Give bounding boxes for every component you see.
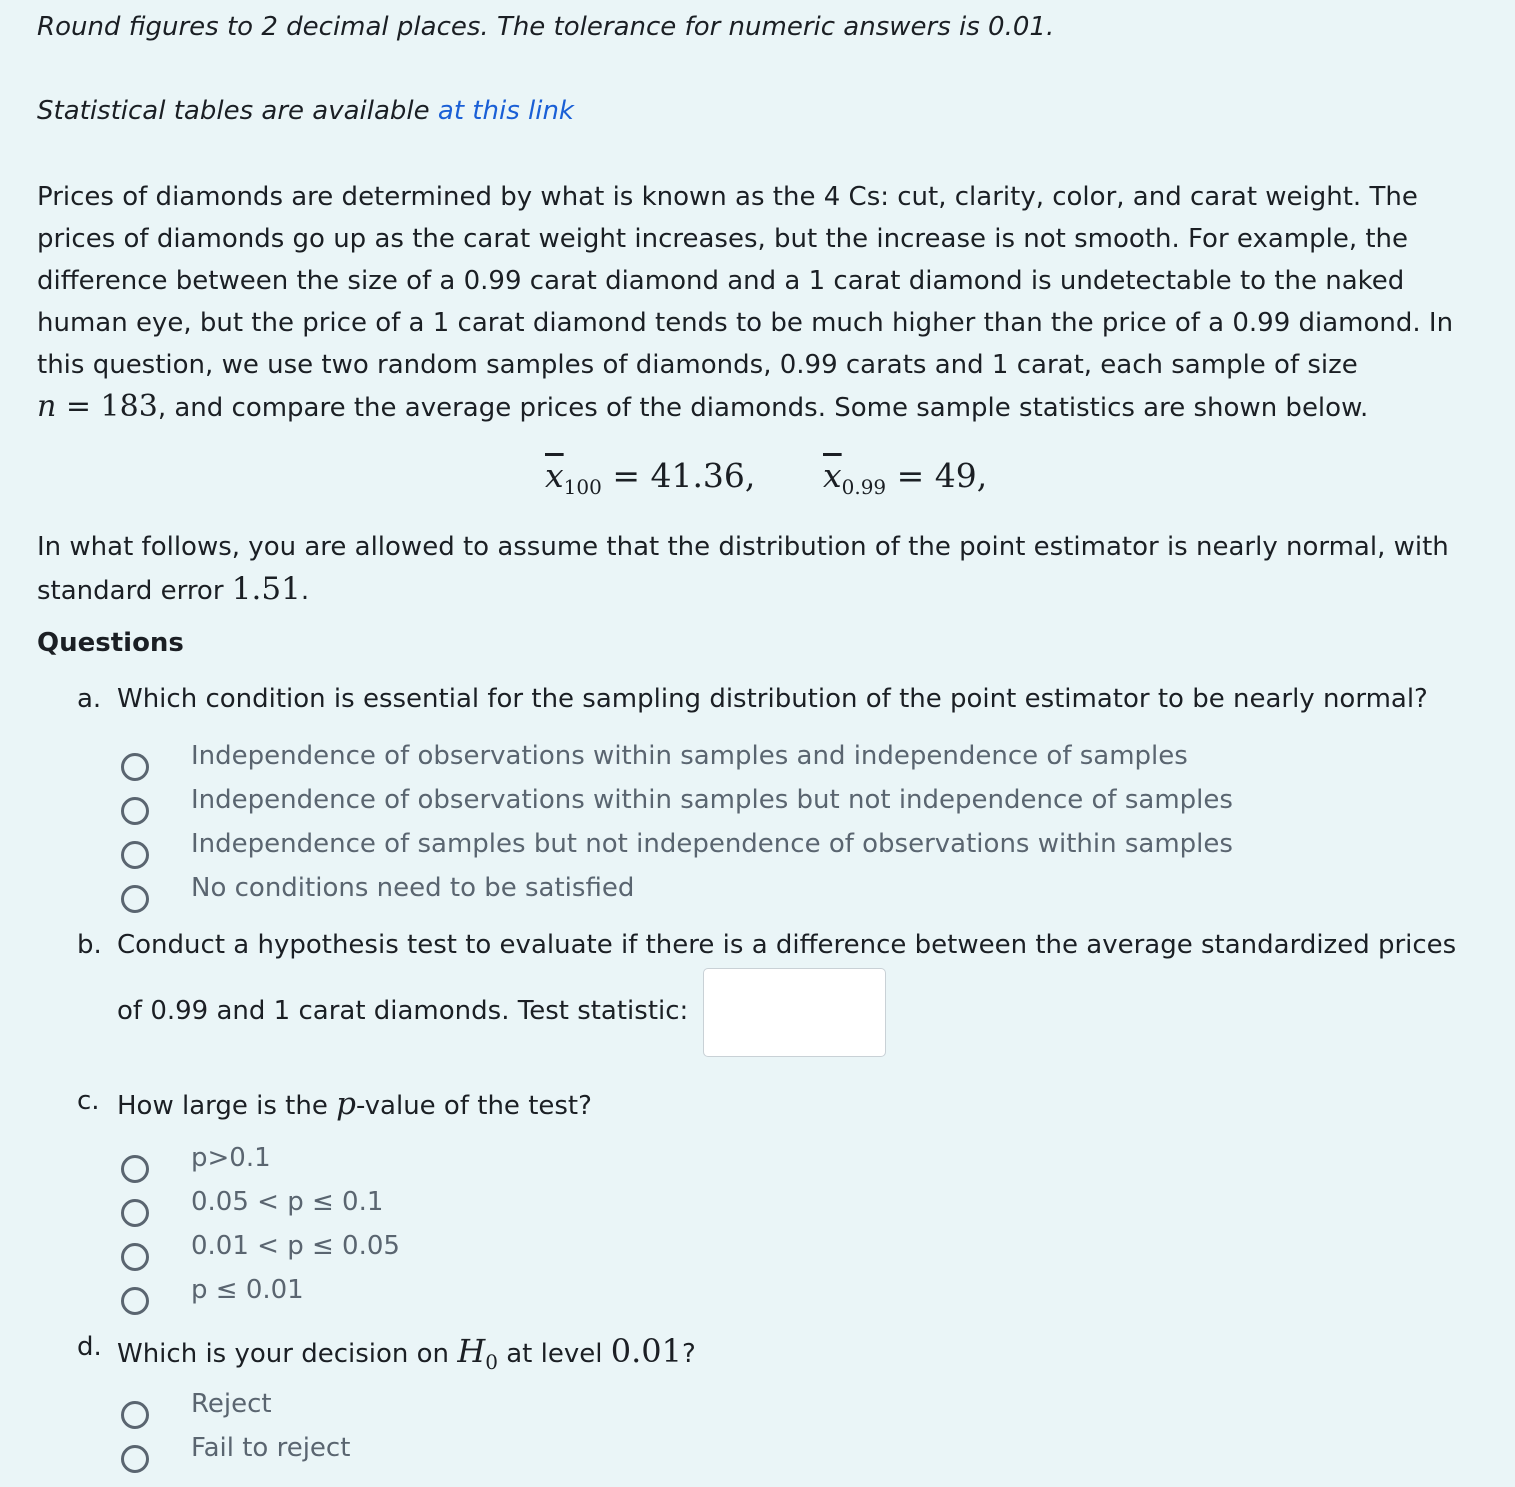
option-a-2-label[interactable]: Independence of observations within samples but not independence of samples — [191, 785, 1233, 815]
option-c-3-label[interactable]: 0.01 < p ≤ 0.05 — [191, 1231, 400, 1261]
rounding-instructions: Round figures to 2 decimal places. The tolerance for numeric answers is 0.01. — [37, 12, 1055, 42]
question-b-line2: of 0.99 and 1 carat diamonds. Test statistic: — [117, 996, 689, 1026]
radio-d-fail-to-reject[interactable] — [121, 1445, 149, 1473]
option-a-3-label[interactable]: Independence of samples but not independence of observations within samples — [191, 829, 1233, 859]
radio-a-option-3[interactable] — [121, 841, 149, 869]
tables-instructions: Statistical tables are available at this link — [37, 96, 574, 126]
sample-mean-1-carat: $\overline{x}_{100} = 41.36$, — [545, 456, 756, 499]
radio-a-option-2[interactable] — [121, 797, 149, 825]
option-d-fail-label[interactable]: Fail to reject — [191, 1433, 351, 1463]
radio-c-option-3[interactable] — [121, 1243, 149, 1271]
option-d-reject-label[interactable]: Reject — [191, 1389, 272, 1419]
questions-heading: Questions — [37, 628, 184, 658]
question-d-text: Which is your decision on $H_0$ at level 0.01? — [117, 1332, 696, 1374]
option-a-4-label[interactable]: No conditions need to be satisfied — [191, 873, 635, 903]
assumption-statement: In what follows, you are allowed to assume that the distribution of the point estimator is nearly normal, with standard error 1.51. — [37, 532, 1449, 607]
radio-c-option-4[interactable] — [121, 1287, 149, 1315]
radio-a-option-1[interactable] — [121, 753, 149, 781]
question-a-text: Which condition is essential for the sampling distribution of the point estimator to be nearly normal? — [117, 684, 1428, 714]
question-b-marker: b. — [77, 930, 102, 960]
problem-statement: Prices of diamonds are determined by what is known as the 4 Cs: cut, clarity, color, and carat weight. The prices of diamonds go up as the carat weight increases, but the increase is not smooth. For example, the difference between the size of a 0.99 carat diamond and a 1 carat diamond is undetectable to the naked human eye, but the price of a 1 carat diamond tends to be much higher than the price of a 0.99 diamond. In this question, we use two random samples of diamonds, 0.99 carats and 1 carat, each sample of size n = 183, and compare the average prices of the diamonds. Some sample statistics are shown below. — [37, 182, 1454, 424]
question-a-marker: a. — [77, 684, 102, 714]
radio-c-option-1[interactable] — [121, 1155, 149, 1183]
sample-mean-0-99-carat: $\overline{x}_{0.99} = 49$, — [823, 456, 988, 499]
question-c-text: How large is the p-value of the test? — [117, 1086, 592, 1122]
question-b-line1: Conduct a hypothesis test to evaluate if there is a difference between the average standardized prices — [117, 930, 1457, 960]
radio-c-option-2[interactable] — [121, 1199, 149, 1227]
test-statistic-input[interactable] — [703, 968, 886, 1057]
standard-error-value: 1.51 — [231, 571, 301, 607]
statistical-tables-link[interactable]: at this link — [437, 96, 574, 126]
question-d-marker: d. — [77, 1332, 102, 1362]
radio-a-option-4[interactable] — [121, 885, 149, 913]
option-c-1-label[interactable]: p>0.1 — [191, 1143, 271, 1173]
option-c-4-label[interactable]: p ≤ 0.01 — [191, 1275, 304, 1305]
option-a-1-label[interactable]: Independence of observations within samples and independence of samples — [191, 741, 1188, 771]
question-c-marker: c. — [77, 1086, 100, 1116]
radio-d-reject[interactable] — [121, 1401, 149, 1429]
option-c-2-label[interactable]: 0.05 < p ≤ 0.1 — [191, 1187, 384, 1217]
